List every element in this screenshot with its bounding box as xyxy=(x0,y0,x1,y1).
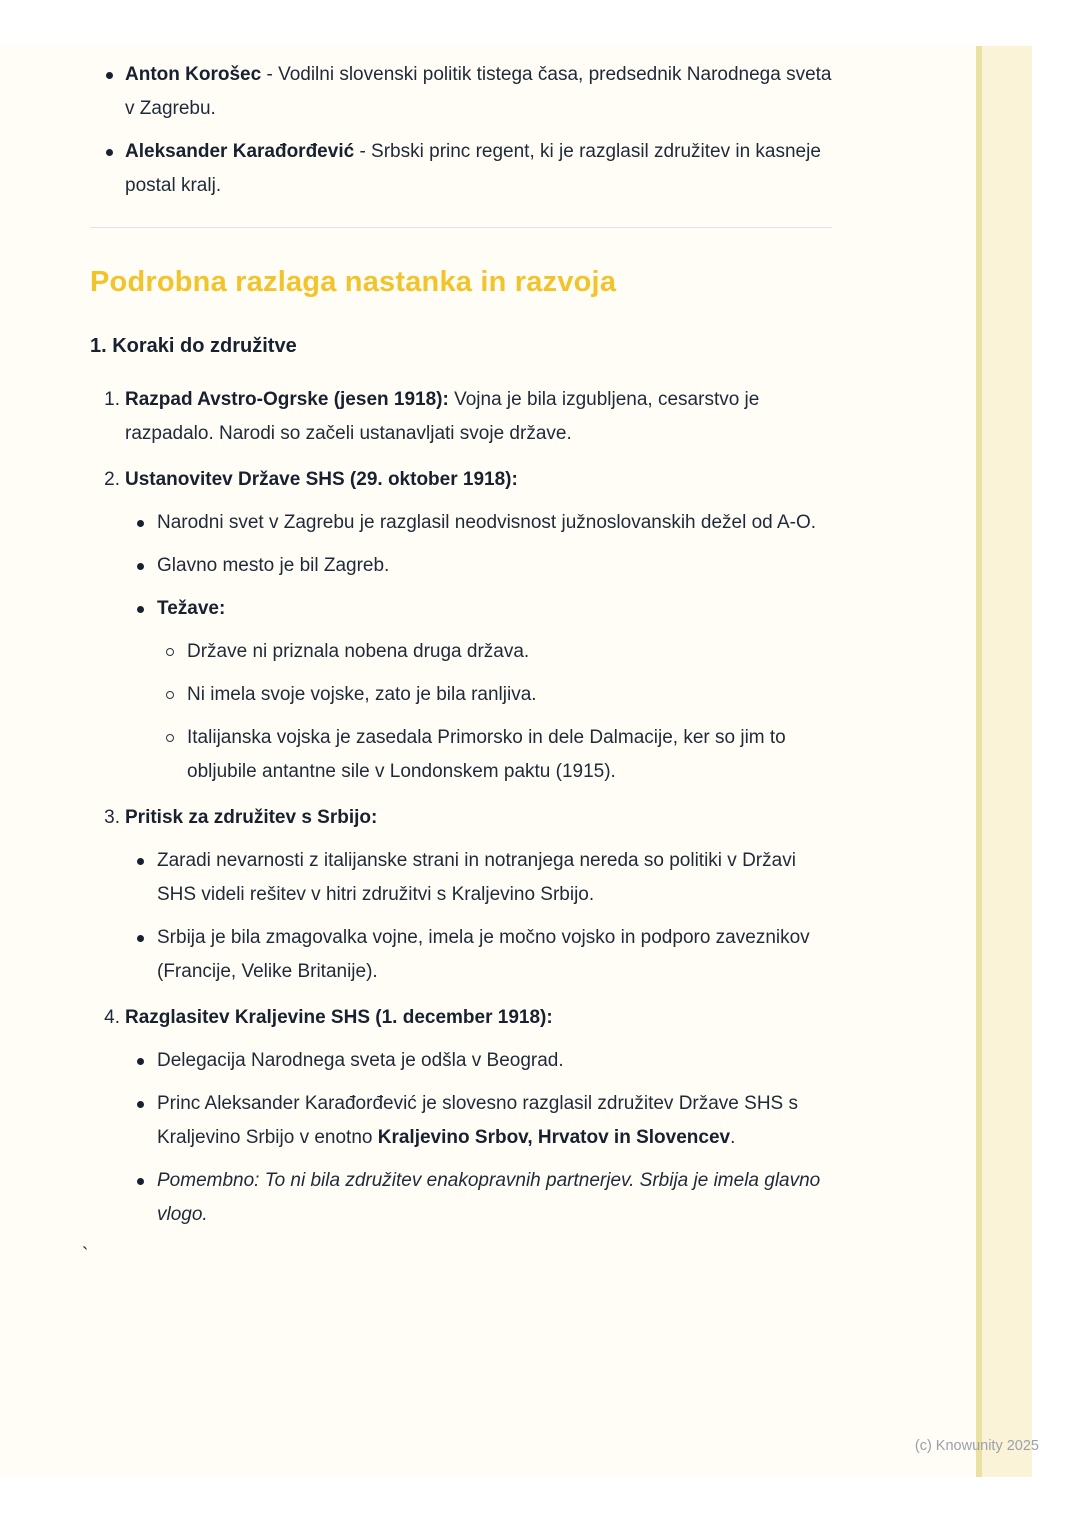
item-number: 4. xyxy=(104,1007,120,1028)
important-note: Pomembno: To ni bila združitev enakopravnih partnerjev. Srbija je imela glavno vlogo. xyxy=(157,1170,821,1225)
circle-text: Ni imela svoje vojske, zato je bila ranljiva. xyxy=(187,684,537,705)
sub-bullet-list xyxy=(125,506,832,789)
numbered-item xyxy=(90,1001,832,1232)
circle-bullet-item xyxy=(125,678,832,712)
bullet-marker xyxy=(137,563,144,570)
section-subheading: 1. Koraki do združitve xyxy=(90,335,297,357)
sub-text-lead: Princ Aleksander Karađorđević je slovesno razglasil združitev Države SHS s Kraljevino Srbijo v enotno xyxy=(157,1093,798,1148)
sub-bullet-item xyxy=(125,592,832,626)
intro-text xyxy=(125,135,832,203)
bullet-marker xyxy=(137,858,144,865)
item-body: Vojna je bila izgubljena, cesarstvo je razpadalo. Narodi so začeli ustanavljati svoje države. xyxy=(125,389,760,444)
person-description: - Vodilni slovenski politik tistega časa, predsednik Narodnega sveta v Zagrebu. xyxy=(125,64,832,119)
sub-text: Srbija je bila zmagovalka vojne, imela je močno vojsko in podporo zaveznikov (Francije, Velike Britanije). xyxy=(157,927,810,982)
right-edge-stripe xyxy=(976,46,1032,1477)
sub-text: Glavno mesto je bil Zagreb. xyxy=(157,555,390,576)
item-number: 2. xyxy=(104,469,120,490)
item-number: 1. xyxy=(104,389,120,410)
sub-bullet-item xyxy=(125,549,832,583)
sub-text xyxy=(157,592,832,626)
bullet-marker xyxy=(137,1101,144,1108)
sub-text xyxy=(157,1087,832,1155)
document-page xyxy=(0,46,1032,1477)
bullet-marker xyxy=(137,935,144,942)
item-text xyxy=(125,1001,832,1035)
circle-text: Države ni priznala nobena druga država. xyxy=(187,641,530,662)
list-item xyxy=(90,135,832,203)
section-heading: Podrobna razlaga nastanka in razvoja xyxy=(90,266,617,298)
sub-title: Težave: xyxy=(157,598,226,619)
sub-text-tail: . xyxy=(730,1127,736,1148)
bullet-marker xyxy=(106,72,113,79)
person-name: Anton Korošec xyxy=(125,64,262,85)
sub-text: Narodni svet v Zagrebu je razglasil neodvisnost južnoslovanskih dežel od A-O. xyxy=(157,512,817,533)
circle-text: Italijanska vojska je zasedala Primorsko in dele Dalmacije, ker so jim to obljubile antantne sile v Londonskem paktu (1915). xyxy=(187,727,786,782)
person-description: - Srbski princ regent, ki je razglasil združitev in kasneje postal kralj. xyxy=(125,141,821,196)
sub-bullet-item xyxy=(125,506,832,540)
page-content xyxy=(82,46,832,1266)
numbered-item xyxy=(90,801,832,989)
numbered-item xyxy=(90,383,832,451)
sub-bullet-item xyxy=(125,921,832,989)
item-number: 3. xyxy=(104,807,120,828)
item-title: Razpad Avstro-Ogrske (jesen 1918): xyxy=(125,389,449,410)
item-title: Razglasitev Kraljevine SHS (1. december 1918): xyxy=(125,1007,553,1028)
item-text xyxy=(125,383,832,451)
item-text xyxy=(125,801,832,835)
circle-marker xyxy=(166,734,174,742)
numbered-item xyxy=(90,463,832,789)
bullet-marker xyxy=(137,1178,144,1185)
bullet-marker xyxy=(137,606,144,613)
sub-bullet-item xyxy=(125,1087,832,1155)
item-title: Pritisk za združitev s Srbijo: xyxy=(125,807,378,828)
footer-credit: (c) Knowunity 2025 xyxy=(914,1438,1039,1454)
circle-marker xyxy=(166,691,174,699)
intro-bullet-list xyxy=(90,58,832,203)
sub-text: Delegacija Narodnega sveta je odšla v Beograd. xyxy=(157,1050,564,1071)
circle-marker xyxy=(166,648,174,656)
list-item xyxy=(90,58,832,126)
numbered-list xyxy=(90,383,832,1232)
circle-bullet-item xyxy=(125,635,832,669)
bullet-marker xyxy=(137,520,144,527)
section-divider xyxy=(90,227,832,228)
circle-bullet-item xyxy=(125,721,832,789)
bullet-marker xyxy=(137,1058,144,1065)
sub-bullet-list xyxy=(125,1044,832,1232)
intro-text xyxy=(125,58,832,126)
sub-bullet-item xyxy=(125,1164,832,1232)
emphasized-phrase: Kraljevino Srbov, Hrvatov in Slovencev xyxy=(377,1127,731,1148)
item-text xyxy=(125,463,832,497)
bullet-marker xyxy=(106,149,113,156)
item-title: Ustanovitev Države SHS (29. oktober 1918): xyxy=(125,469,518,490)
sub-bullet-item xyxy=(125,844,832,912)
person-name: Aleksander Karađorđević xyxy=(125,141,355,162)
sub-text: Zaradi nevarnosti z italijanske strani in notranjega nereda so politiki v Državi SHS videli rešitev v hitri združitvi s Kraljevino Srbijo. xyxy=(157,850,796,905)
sub-bullet-list xyxy=(125,844,832,989)
sub-bullet-item xyxy=(125,1044,832,1078)
stray-backtick-mark: ` xyxy=(82,1245,89,1266)
